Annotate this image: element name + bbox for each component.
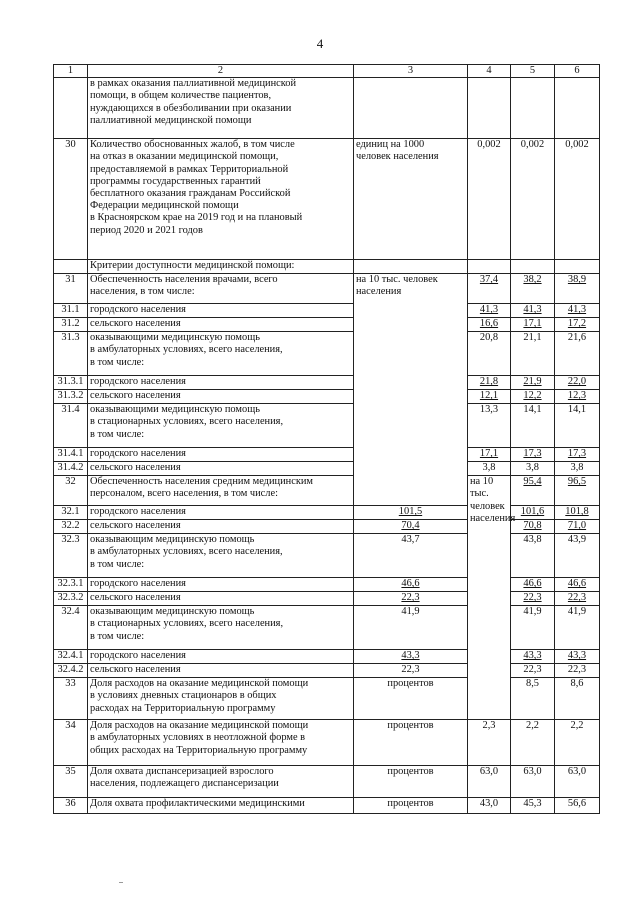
empty-cell — [354, 260, 468, 274]
value-2021: 38,9 — [555, 274, 600, 304]
row-text: оказывающими медицинскую помощь в амбулаторных условиях, всего населения, в том числе: — [88, 332, 354, 376]
table-row — [54, 606, 600, 650]
value-2019: 95,4 — [511, 476, 555, 506]
table-row — [54, 506, 600, 520]
row-number: 31.3 — [54, 332, 88, 376]
value-2019: 20,8 — [468, 332, 511, 376]
row-text: сельского населения — [88, 318, 354, 332]
row-number: 35 — [54, 766, 88, 798]
row-text: оказывающим медицинскую помощь в амбулаторных условиях, всего населения, в том числе: — [88, 534, 354, 578]
value-2019: 12,1 — [468, 390, 511, 404]
value-2019: 41,9 — [354, 606, 468, 650]
value-2021: 12,3 — [555, 390, 600, 404]
row-number: 32.3.1 — [54, 578, 88, 592]
row-text: Обеспеченность населения врачами, всего населения, в том числе: — [88, 274, 354, 304]
table-row — [54, 678, 600, 720]
row-number: 32.4.1 — [54, 650, 88, 664]
value-2021: 22,0 — [555, 376, 600, 390]
row-number: 30 — [54, 139, 88, 260]
scan-mark — [119, 882, 123, 883]
row-text: Количество обоснованных жалоб, в том числе на отказ в оказании медицинской помощи, предоставляемой в рамках Территориальной программы государственных гарантий бесплатного оказания гражданам Российской Федерации медицинской помощи в Красноярском крае на 2019 год и на плановый период 2020 и 2021 годов — [88, 139, 354, 260]
value-2019: 17,1 — [468, 448, 511, 462]
table-header-row — [54, 65, 600, 78]
table-row — [54, 766, 600, 798]
value-2021: 71,0 — [555, 520, 600, 534]
row-unit — [354, 78, 468, 139]
row-text: в рамках оказания паллиативной медицинской помощи, в общем количестве пациентов, нуждающихся в обезболивании при оказании паллиативной медицинской помощи — [88, 78, 354, 139]
section-heading: Критерии доступности медицинской помощи: — [88, 260, 354, 274]
value-2021: 63,0 — [555, 766, 600, 798]
value-2019: 0,002 — [468, 139, 511, 260]
value-2020: 101,6 — [511, 506, 555, 520]
row-number: 36 — [54, 798, 88, 814]
value-2019: 22,3 — [354, 592, 468, 606]
value-2020: 70,8 — [511, 520, 555, 534]
row-number: 31.3.2 — [54, 390, 88, 404]
value-2020: 3,8 — [511, 462, 555, 476]
value-2021: 43,3 — [555, 650, 600, 664]
value-2020: 21,9 — [511, 376, 555, 390]
empty-cell — [511, 260, 555, 274]
row-number: 31.2 — [54, 318, 88, 332]
value-2019: 70,4 — [354, 520, 468, 534]
row-text: Доля охвата диспансеризацией взрослого населения, подлежащего диспансеризации — [88, 766, 354, 798]
value-2020 — [511, 78, 555, 139]
value-2020: 17,1 — [511, 318, 555, 332]
table-row — [54, 534, 600, 578]
value-2019: 101,5 — [354, 506, 468, 520]
row-number: 31.4.2 — [54, 462, 88, 476]
value-2019: 21,8 — [468, 376, 511, 390]
row-number: 31.4.1 — [54, 448, 88, 462]
header-cell: 4 — [468, 65, 511, 78]
table-row — [54, 318, 600, 332]
row-unit: процентов — [354, 720, 468, 766]
value-2021: 22,3 — [555, 592, 600, 606]
row-text: сельского населения — [88, 520, 354, 534]
table-row — [54, 578, 600, 592]
row-number: 33 — [54, 678, 88, 720]
header-cell: 6 — [555, 65, 600, 78]
row-text: Доля расходов на оказание медицинской помощи в условиях дневных стационаров в общих расходах на Территориальную программу — [88, 678, 354, 720]
table-row — [54, 798, 600, 814]
row-number: 32.3 — [54, 534, 88, 578]
table-row — [54, 376, 600, 390]
value-2020: 21,1 — [511, 332, 555, 376]
value-2020: 41,9 — [511, 606, 555, 650]
value-2019: 41,3 — [468, 304, 511, 318]
value-2021: 101,8 — [555, 506, 600, 520]
value-2021: 21,6 — [555, 332, 600, 376]
table-row — [54, 274, 600, 304]
value-2020: 43,3 — [511, 650, 555, 664]
value-2019: 43,7 — [354, 534, 468, 578]
row-text: сельского населения — [88, 390, 354, 404]
table-row — [54, 720, 600, 766]
row-number: 31.1 — [54, 304, 88, 318]
value-2020: 22,3 — [511, 592, 555, 606]
value-2019: 43,0 — [468, 798, 511, 814]
value-2020: 0,002 — [511, 139, 555, 260]
value-2021: 41,3 — [555, 304, 600, 318]
value-2021: 22,3 — [555, 664, 600, 678]
row-text: Обеспеченность населения средним медицинским персоналом, всего населения, в том числе: — [88, 476, 354, 506]
value-2021: 14,1 — [555, 404, 600, 448]
row-number: 32.3.2 — [54, 592, 88, 606]
row-unit: процентов — [354, 766, 468, 798]
row-unit: процентов — [354, 798, 468, 814]
value-2021: 46,6 — [555, 578, 600, 592]
table-row — [54, 650, 600, 664]
table-row — [54, 404, 600, 448]
empty-cell — [468, 260, 511, 274]
value-2019: 8,5 — [511, 678, 555, 720]
value-2021 — [555, 78, 600, 139]
value-2021: 41,9 — [555, 606, 600, 650]
value-2021: 3,8 — [555, 462, 600, 476]
row-text: оказывающим медицинскую помощь в стационарных условиях, всего населения, в том числе: — [88, 606, 354, 650]
row-unit: процентов — [354, 678, 468, 720]
value-2020: 38,2 — [511, 274, 555, 304]
value-2021: 0,002 — [555, 139, 600, 260]
header-cell: 5 — [511, 65, 555, 78]
value-2019 — [468, 78, 511, 139]
table-row — [54, 476, 600, 506]
row-number: 32.4 — [54, 606, 88, 650]
value-2019: 37,4 — [468, 274, 511, 304]
section-row — [54, 260, 600, 274]
row-number: 31.4 — [54, 404, 88, 448]
value-2021: 17,2 — [555, 318, 600, 332]
value-2020: 96,5 — [555, 476, 600, 506]
table-row — [54, 462, 600, 476]
row-text: городского населения — [88, 578, 354, 592]
row-number: 31 — [54, 274, 88, 304]
value-2021: 43,9 — [555, 534, 600, 578]
page-number: 4 — [316, 36, 324, 51]
row-number: 34 — [54, 720, 88, 766]
table-row — [54, 592, 600, 606]
value-2019: 22,3 — [354, 664, 468, 678]
table-row — [54, 78, 600, 139]
row-number: 32.2 — [54, 520, 88, 534]
row-text: Доля охвата профилактическими медицинскими — [88, 798, 354, 814]
value-2019: 16,6 — [468, 318, 511, 332]
row-text: городского населения — [88, 650, 354, 664]
header-cell: 3 — [354, 65, 468, 78]
value-2021: 56,6 — [555, 798, 600, 814]
table-row — [54, 664, 600, 678]
row-unit: на 10 тыс. человек населения — [354, 274, 468, 506]
value-2019: 46,6 — [354, 578, 468, 592]
row-text: городского населения — [88, 506, 354, 520]
table-row — [54, 448, 600, 462]
header-cell: 1 — [54, 65, 88, 78]
value-2019: 43,3 — [354, 650, 468, 664]
value-2020: 22,3 — [511, 664, 555, 678]
value-2020: 2,2 — [511, 720, 555, 766]
table-row — [54, 390, 600, 404]
value-2020: 14,1 — [511, 404, 555, 448]
row-number: 32 — [54, 476, 88, 506]
row-text: городского населения — [88, 376, 354, 390]
value-2019: 2,3 — [468, 720, 511, 766]
row-number: 32.4.2 — [54, 664, 88, 678]
row-unit: единиц на 1000 человек населения — [354, 139, 468, 260]
value-2020: 45,3 — [511, 798, 555, 814]
value-2019: 13,3 — [468, 404, 511, 448]
header-cell: 2 — [88, 65, 354, 78]
indicators-table — [53, 64, 600, 814]
value-2020: 46,6 — [511, 578, 555, 592]
table-row — [54, 332, 600, 376]
row-text: сельского населения — [88, 462, 354, 476]
row-text: оказывающими медицинскую помощь в стационарных условиях, всего населения, в том числе: — [88, 404, 354, 448]
row-text: городского населения — [88, 448, 354, 462]
empty-cell — [54, 260, 88, 274]
value-2020: 63,0 — [511, 766, 555, 798]
row-text: сельского населения — [88, 664, 354, 678]
empty-cell — [555, 260, 600, 274]
row-text: городского населения — [88, 304, 354, 318]
value-2020: 43,8 — [511, 534, 555, 578]
value-2021: 2,2 — [555, 720, 600, 766]
value-2021: 17,3 — [555, 448, 600, 462]
value-2020: 12,2 — [511, 390, 555, 404]
table-row — [54, 139, 600, 260]
value-2019: 3,8 — [468, 462, 511, 476]
row-text: Доля расходов на оказание медицинской помощи в амбулаторных условиях в неотложной форме в общих расходах на Территориальную программу — [88, 720, 354, 766]
value-2020: 41,3 — [511, 304, 555, 318]
value-2019: 63,0 — [468, 766, 511, 798]
row-number: 31.3.1 — [54, 376, 88, 390]
row-text: сельского населения — [88, 592, 354, 606]
value-2020: 8,6 — [555, 678, 600, 720]
row-unit: на 10 тыс. человек населения — [468, 476, 511, 720]
row-number — [54, 78, 88, 139]
row-number: 32.1 — [54, 506, 88, 520]
table-row — [54, 520, 600, 534]
table-row — [54, 304, 600, 318]
value-2020: 17,3 — [511, 448, 555, 462]
